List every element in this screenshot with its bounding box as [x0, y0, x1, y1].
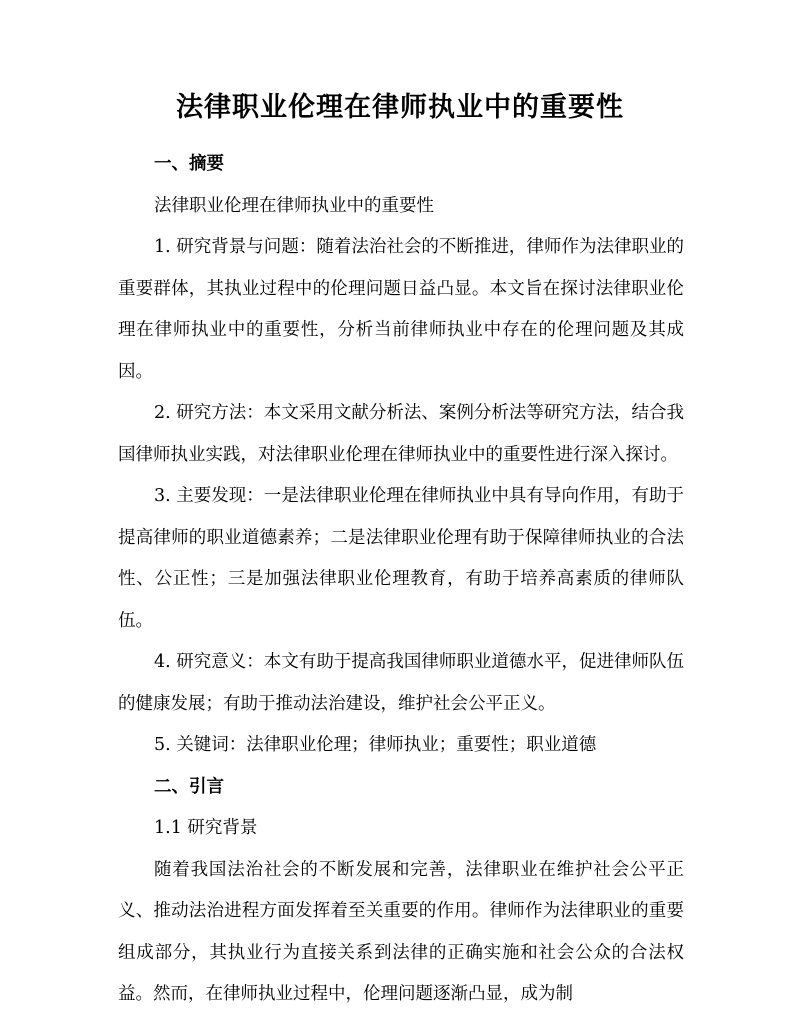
abstract-point-keywords: 5. 关键词：法律职业伦理；律师执业；重要性；职业道德 — [154, 735, 597, 755]
intro-heading: 二、引言 — [154, 776, 224, 797]
abstract-subtitle: 法律职业伦理在律师执业中的重要性 — [154, 195, 434, 216]
intro-paragraph: 随着我国法治社会的不断发展和完善，法律职业在维护社会公平正义、推动法治进程方面发挥着至关重要的作用。律师作为法律职业的重要组成部分，其执业行为直接关系到法律的正确实施和社会公众的合法权益。然而，在律师执业过程中，伦理问题逐渐凸显，成为制 — [118, 859, 684, 1004]
document-body — [118, 144, 684, 1016]
abstract-point-method: 2. 研究方法：本文采用文献分析法、案例分析法等研究方法，结合我国律师执业实践，对法律职业伦理在律师执业中的重要性进行深入探讨。 — [118, 403, 684, 465]
document-title: 法律职业伦理在律师执业中的重要性 — [176, 92, 624, 123]
abstract-heading: 一、摘要 — [154, 154, 224, 174]
intro-subheading: 1.1 研究背景 — [154, 818, 258, 838]
abstract-point-background: 1. 研究背景与问题：随着法治社会的不断推进，律师作为法律职业的重要群体，其执业过程中的伦理问题日益凸显。本文旨在探讨法律职业伦理在律师执业中的重要性，分析当前律师执业中存在的伦理问题及其成因。 — [118, 237, 684, 382]
abstract-point-significance: 4. 研究意义：本文有助于提高我国律师职业道德水平，促进律师队伍的健康发展；有助于推动法治建设，维护社会公平正义。 — [118, 652, 684, 714]
abstract-point-findings: 3. 主要发现：一是法律职业伦理在律师执业中具有导向作用，有助于提高律师的职业道德素养；二是法律职业伦理有助于保障律师执业的合法性、公正性；三是加强法律职业伦理教育，有助于培养高素质的律师队伍。 — [118, 486, 684, 631]
